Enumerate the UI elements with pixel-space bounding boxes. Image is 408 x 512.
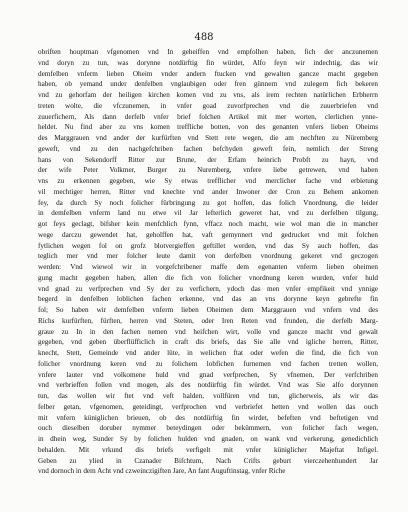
text-line: vnd dornoch in dem Acht vnd czweinczigiften Jare, An fant Auguftinstag, vnfer Riche (38, 467, 286, 476)
text-line: ouch dieselben doruber nymmer beteydingen oder bekümmern, von folicher fach wegen, (38, 424, 378, 433)
text-line: heldet. Nu find aber zu vns komen treffliche botten, von des genanten vnfers lieben Oheims (38, 123, 378, 132)
text-line: treten wolte, die vfczunemen, in vnfer goad zuvorfprechen vnd die zuuerbriefen vnd (38, 101, 378, 110)
text-line: Richs kurfürften, fürften, herren vnd Steten, oder Iren Reten vnd frunden, die derfelb Marg- (38, 316, 378, 325)
text-line: vnd zu gehorfam der heiligen kirchen komen vnd zu vns, als irem rechten natürlichen Erbherrn (38, 91, 378, 99)
text-line: fol; So haben wir demfelben vnferm lieben Oheimen dem Marggrauen vnd vnfern vnd des (38, 306, 378, 314)
text-line: vnd verbrieffen follen vnd mogen, als des notdürftig fin würdet. Vnd was Sie alfo dorynnen (38, 381, 378, 390)
text-line: obriften houptman vfgenomen vnd In geheiffen vnd empfolhen haben, fich der anczunemen (38, 48, 378, 56)
text-line: fey, da durch Sy noch folicher fürbringung zu got hoffen, das folich Vnordnung, die leider (38, 198, 378, 207)
text-line: fytlichen wegen fol on grofz blotvergieffen geftillet werden, vnd das Sy auch hoffen, das (38, 241, 378, 250)
text-line: vnfere lauter vnd volkomene huld vnd gnad verfprechen, Sy vfnemen, Der verfchriben (38, 370, 378, 379)
text-line: wege darczu gewendet hat, geholffen hat, vaft gemynnert vnd gedrucket vnd mit folchen (38, 230, 378, 239)
text-line: tun, das wollen wir ftet vnd veft halden, vollfüren vnd tun, glicherweis, als wir das (38, 392, 378, 400)
text-line: graue zu In in den fachen nemen vnd heifchen wirt, volle vnd gancze macht vnd gewalt (38, 327, 378, 336)
text-line: der wife Peter Volkmer, Burger zu Nuremberg, vnfere liebe getrewen, vnd haben (38, 166, 378, 175)
text-line: Geben zu ylied in Czanader Bifchtum, Nach Crifts geburt vierczehenhundert Jar (38, 456, 378, 465)
text-line: teglich mer vnd mer folcher leute damit von derfelben vnordnung gekeret vnd geczogen (38, 252, 378, 261)
text-line: hans von Sekendorff Ritter zur Brune, der Erfam heinrich Probft zu hayn, vnd (38, 155, 378, 164)
text-line: demfelben vnferm lieben Oheim vnder andern ftucken vnd gewalten gancze macht gegeben (38, 69, 378, 78)
text-line: vil mechtiger herren, Ritter vnd knechte vnd ander Inwoner der Cron zu Behem ankomen (38, 187, 378, 196)
text-line: in dhein weg, Sunder Sy by folichen hulden vnd gnaden, on wank vnd verkerung, genedichlich (38, 435, 378, 443)
text-line: got feys geclagt, bifsher kein menfchlich fynn, vffacz noch macht, wie wol man die in mancher (38, 220, 378, 228)
text-line: haben, ob yemand under denfelben vnglaubigen oder fren günnern vnd zulegern fich bekeren (38, 80, 378, 89)
text-line: vnd doryn zu tun, was dorynne notdürftig fin würdet, Alfo feyn wir indechtig, das wir (38, 58, 378, 67)
text-line: behalden. Mit vrkund dis briefs verfigelt mit vnfer küniglicher Majeftat Infigel. (38, 445, 378, 454)
text-line: vns zu erkennen gegeben, wie Sy etwas trefflicher vnd merclicher fache vnd erbietung (38, 177, 378, 185)
text-line: felber getan, vfgenomen, geteidingt, verfprochen vnd verbriefet hetten vnd wollen das ouch (38, 402, 378, 411)
text-line: werden: Vnd wiewol wir in vorgefchribener maffe dem egenanten vnferm lieben oheimen (38, 263, 378, 271)
text-line: gung macht gegeben haben, allen die fich von folicher vnordnung keren wurden, vnfer huld (38, 273, 378, 282)
text-line: geweft, vnd zu den nachgefchriben fachen befchyden geweft fein, nemlich der Streng (38, 144, 378, 153)
text-line: knecht, Stett, Gemeinde vnd ander lüte, in welichen ftat oder wefen die find, die fich von (38, 349, 378, 357)
page-number: 488 (194, 32, 214, 43)
text-line: gegeben, vnd geben überflüfficlich in craft dis briefs, das Sie alle vnd igliche herren, Ritter, (38, 338, 378, 347)
text-line: begerd in denfelben loblichen fachen erkenne, vnd das an vns dorynne keyn gebrefte fin (38, 295, 378, 304)
text-line: mit vnfern küniglichen brieuen, ob des notdürftig fin wirdet, befeften vnd beftetigen vnd (38, 413, 378, 422)
text-line: zuuerfichern, Als dann derfelb vnfer brief folchen Artikel mit mer worten, clerlichen ynne- (38, 112, 378, 121)
body-text (38, 47, 378, 477)
text-line: in demfelben vnferm land nu etwe vil Jar lefterlich geweret hat, vnd zu derfelben tilgung, (38, 209, 378, 218)
text-line: folicher vnordnung keren vnd zu folichem lobfichen furnemen vnd fachen tretten wollen, (38, 359, 378, 368)
text-line: des Marggrauen vnd ander der kurfürften vnd Stett rete wegen, die am nechften zu Nüremberg (38, 134, 378, 142)
text-line: vnd gnad zu verfprechen vnd Sy der zu verfichern, ydoch das men vnfer empfikeit vnd ynnige (38, 284, 378, 293)
